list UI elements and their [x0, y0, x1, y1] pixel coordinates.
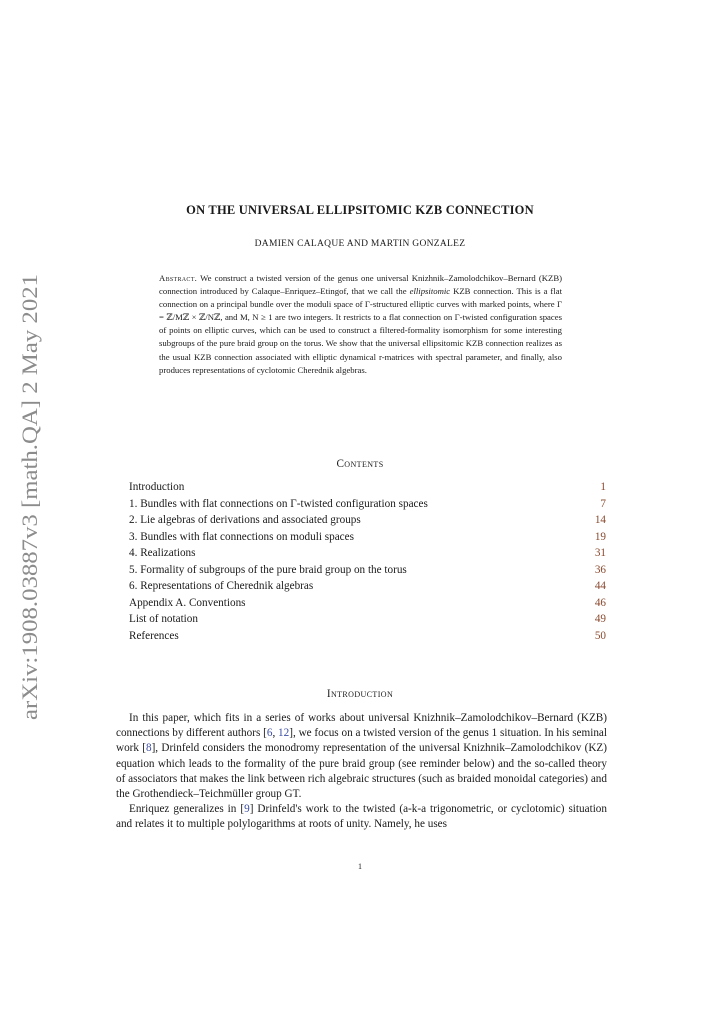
toc-entry-label: Introduction [129, 481, 185, 493]
toc-entry-page[interactable]: 36 [594, 563, 606, 576]
toc-entry-page[interactable]: 7 [600, 497, 606, 510]
introduction-paragraph [116, 802, 607, 832]
toc-entry[interactable] [129, 498, 606, 515]
toc-entry[interactable] [129, 630, 606, 647]
toc-entry-label: 2. Lie algebras of derivations and associated groups [129, 514, 361, 526]
toc-entry-page[interactable]: 50 [594, 629, 606, 642]
arxiv-identifier-text: arXiv:1908.03887v3 [math.QA] 2 May 2021 [17, 315, 42, 720]
contents-heading: Contents [336, 458, 384, 470]
toc-entry[interactable] [129, 597, 606, 614]
toc-entry-label: References [129, 629, 179, 642]
toc-entry-page[interactable]: 31 [594, 547, 606, 559]
toc-entry[interactable] [129, 564, 606, 581]
toc-entry-label: 1. Bundles with flat connections on Γ-twisted configuration spaces [129, 497, 428, 510]
introduction-paragraph [116, 711, 607, 802]
introduction-body [116, 711, 607, 833]
toc-entry-label: Appendix A. Conventions [129, 596, 246, 609]
abstract-label: Abstract. [159, 273, 198, 283]
table-of-contents [129, 481, 606, 646]
toc-entry-page[interactable]: 14 [594, 514, 606, 526]
citation-link[interactable]: 8 [145, 742, 152, 755]
toc-entry[interactable] [129, 481, 606, 498]
toc-entry-page[interactable]: 49 [594, 613, 606, 625]
toc-entry[interactable] [129, 613, 606, 630]
paper-authors: DAMIEN CALAQUE AND MARTIN GONZALEZ [254, 239, 466, 249]
toc-entry-label: List of notation [129, 613, 198, 625]
toc-entry-page[interactable]: 1 [600, 481, 606, 493]
abstract-text-part1: We construct a twisted version of the genus one universal Knizhnik–Zamolodchikov–Bernard (KZB) connection introduced by Calaque–Enriquez–Etingof, that we call the [159, 273, 563, 297]
toc-entry[interactable] [129, 580, 606, 597]
introduction-heading: Introduction [326, 688, 394, 700]
abstract-italic-term: ellipsitomic [409, 286, 451, 297]
toc-entry[interactable] [129, 514, 606, 531]
paper-title: ON THE UNIVERSAL ELLIPSITOMIC KZB CONNECTION [186, 203, 534, 217]
paragraph-text: Enriquez generalizes in [ [129, 803, 245, 816]
paragraph-text: In this paper, which fits in a series of works about universal Knizhnik–Zamolodchikov–Bernard (KZB) connections by different authors [ [116, 712, 607, 740]
citation-link[interactable]: 9 [244, 803, 250, 816]
citation-link[interactable]: 6 [266, 727, 273, 740]
toc-entry[interactable] [129, 547, 606, 564]
toc-entry-label: 5. Formality of subgroups of the pure braid group on the torus [129, 563, 407, 576]
toc-entry-page[interactable]: 19 [594, 530, 606, 543]
paragraph-text: ] Drinfeld's work to the twisted (a-k-a trigonometric, or cyclotomic) situation and relates it to multiple polylogarithms at roots of unity. Namely, he uses [116, 803, 607, 831]
citation-link[interactable]: 12 [278, 727, 290, 740]
arxiv-identifier [8, 272, 48, 722]
toc-entry-label: 6. Representations of Cherednik algebras [129, 580, 314, 592]
abstract [159, 272, 562, 377]
toc-entry-page[interactable]: 44 [594, 580, 606, 592]
paragraph-text: ], Drinfeld considers the monodromy representation of the universal Knizhnik–Zamolodchikov (KZ) equation which leads to the formality of the pure braid group (see reminder below) and the so-called theory of associators that makes the link between rich algebraic structures (such as braided monoidal categories) and the Grothendieck–Teichmüller group GT. [116, 742, 607, 801]
toc-entry-label: 3. Bundles with flat connections on moduli spaces [129, 530, 354, 543]
arxiv-identifier-graphic [8, 272, 48, 722]
abstract-text-part2: KZB connection. This is a flat connection on a principal bundle over the moduli space of Γ-structured elliptic curves with marked points, where Γ = ℤ/Mℤ × ℤ/Nℤ, and M, N ≥ 1 are two integers. It restricts to a flat connection on Γ-twisted configuration spaces of points on elliptic curves, which can be used to construct a filtered-formality isomorphism for some interesting subgroups of the pure braid group on the torus. We show that the universal ellipsitomic KZB connection realizes as the usual KZB connection associated with elliptic dynamical r-matrices with spectral parameter, and finally, also produces representations of cyclotomic Cherednik algebras. [159, 286, 563, 375]
toc-entry[interactable] [129, 531, 606, 548]
page-number: 1 [358, 862, 362, 871]
paragraph-text: ], we focus on a twisted version of the genus 1 situation. In his seminal work [ [116, 727, 607, 755]
toc-entry-page[interactable]: 46 [594, 596, 606, 609]
toc-entry-label: 4. Realizations [129, 547, 196, 559]
paragraph-text: , [272, 727, 279, 740]
